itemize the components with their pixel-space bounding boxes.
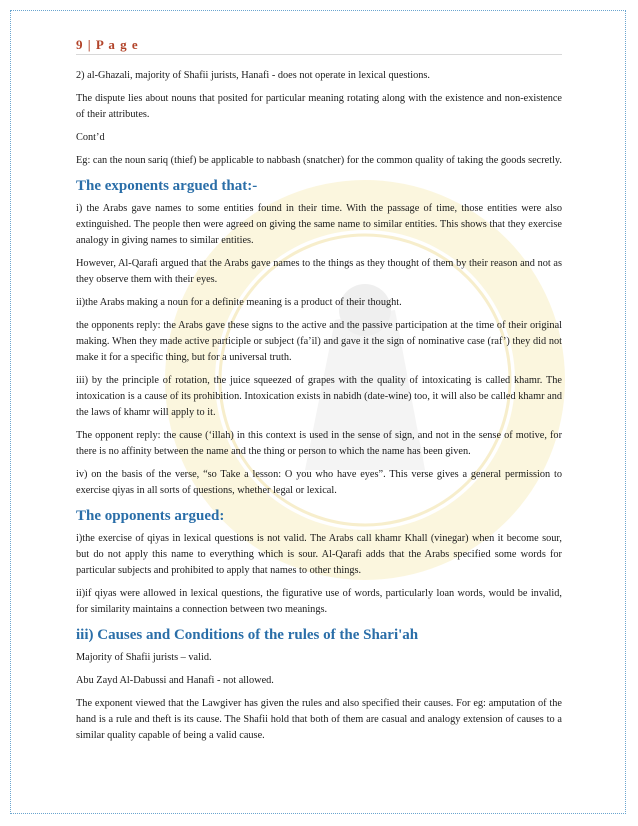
paragraph: iii) by the principle of rotation, the juice squeezed of grapes with the quality of intoxicating is called khamr. The intoxication is a cause of its prohibition. Intoxication exists in nabidh (date-wine) too, it will also be called khamr and the laws of khamr will apply to it. <box>76 375 562 418</box>
paragraph: 2) al-Ghazali, majority of Shafii jurists, Hanafi - does not operate in lexical questions. <box>76 70 431 81</box>
paragraph: The exponent viewed that the Lawgiver has given the rules and also specified their causes. For eg: amputation of the hand is a rule and theft is its cause. The Shafii hold that both of them are casual and analogy extension of causes to a similar quality capable of being a valid cause. <box>76 698 562 741</box>
section-heading: The opponents argued: <box>76 508 225 524</box>
document-body <box>76 68 562 751</box>
paragraph: ii)the Arabs making a noun for a definite meaning is a product of their thought. <box>76 297 402 308</box>
paragraph: Eg: can the noun sariq (thief) be applicable to nabbash (snatcher) for the common quality of taking the goods secretly. <box>76 155 562 166</box>
paragraph: i) the Arabs gave names to some entities found in their time. With the passage of time, those entities were also extinguished. The people then were agreed on giving the same name to similar entities. This shows that they exercise analogy in giving names to similar entities. <box>76 203 562 246</box>
section-heading: iii) Causes and Conditions of the rules of the Shari'ah <box>76 627 419 643</box>
paragraph: i)the exercise of qiyas in lexical questions is not valid. The Arabs call khamr Khall (vinegar) when it become sour, but do not apply this name to everything which is sour. Al-Qarafi adds that the Arabs specified some words for particular subjects and prohibited to apply that names to other things. <box>76 533 562 576</box>
page-number-label: 9 | P a g e <box>76 37 139 52</box>
paragraph: Cont’d <box>76 132 105 143</box>
paragraph: Abu Zayd Al-Dabussi and Hanafi - not allowed. <box>76 675 274 686</box>
paragraph: The opponent reply: the cause (‘illah) in this context is used in the sense of sign, and not in the sense of motive, for there is no affinity between the name and the thing or person to which the name has been given. <box>76 430 562 457</box>
page-header <box>76 36 562 55</box>
paragraph: Majority of Shafii jurists – valid. <box>76 652 212 663</box>
paragraph: iv) on the basis of the verse, “so Take a lesson: O you who have eyes”. This verse gives a general permission to exercise qiyas in all sorts of questions, whether legal or lexical. <box>76 469 562 496</box>
paragraph: However, Al-Qarafi argued that the Arabs gave names to the things as they thought of them by their reason and not as they observe them with their eyes. <box>76 258 562 285</box>
section-heading: The exponents argued that:- <box>76 178 258 194</box>
paragraph: The dispute lies about nouns that posited for particular meaning rotating along with the existence and non-existence of their attributes. <box>76 93 562 120</box>
paragraph: ii)if qiyas were allowed in lexical questions, the figurative use of words, particularly loan words, would be invalid, for similarity maintains a connection between two meanings. <box>76 588 562 615</box>
paragraph: the opponents reply: the Arabs gave these signs to the active and the passive participation at the time of their original making. When they made active participle or subject (fa’il) and gave it the sign of nominative case (raf’) they did not make it for a specific thing, but for a universal truth. <box>76 320 562 363</box>
